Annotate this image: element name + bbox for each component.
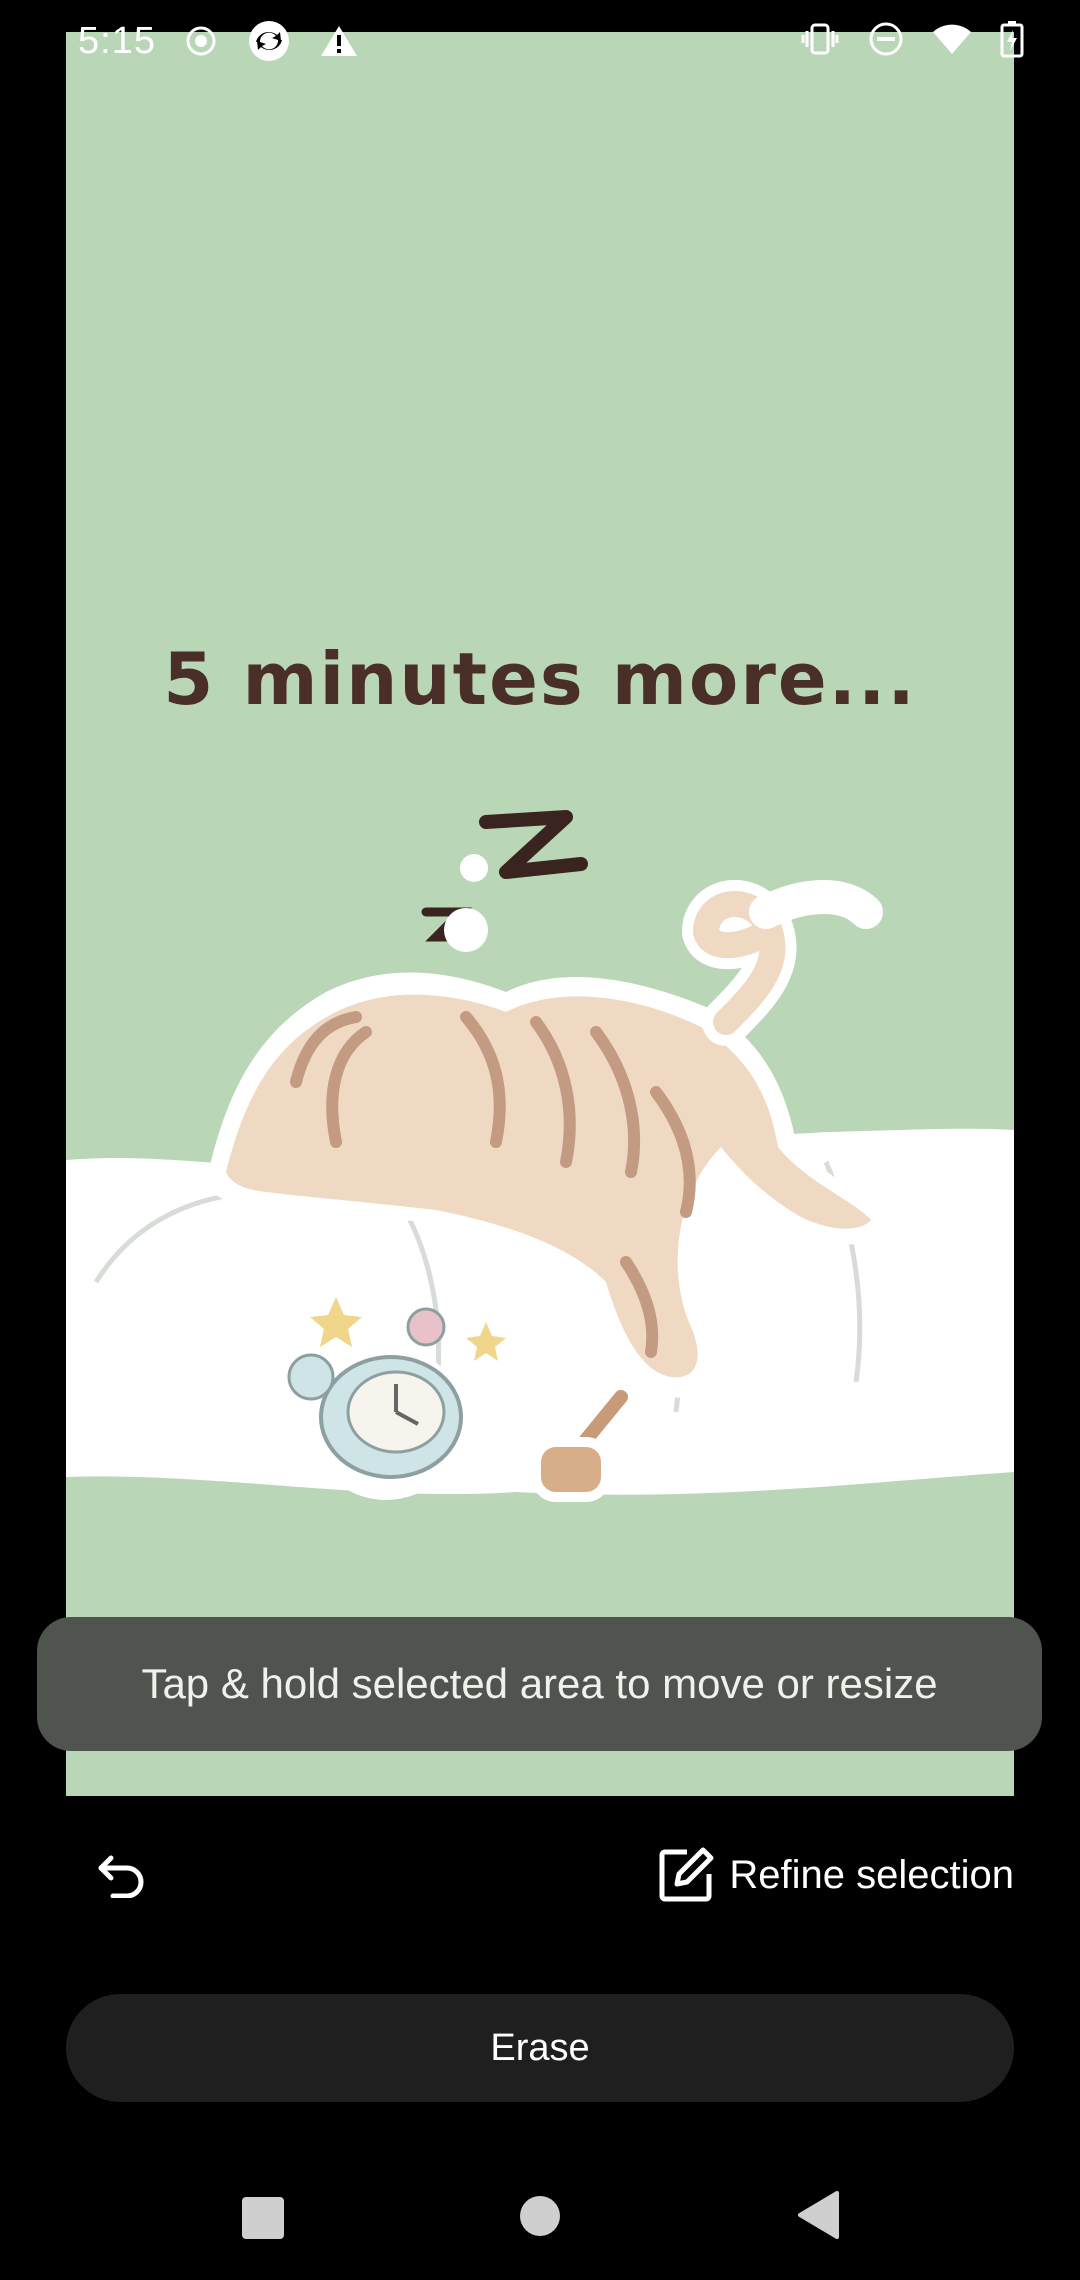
refine-selection-button[interactable] bbox=[657, 1840, 1014, 1910]
status-right-icons bbox=[800, 20, 1024, 58]
undo-button[interactable] bbox=[88, 1840, 158, 1910]
hint-toast: Tap & hold selected area to move or resize bbox=[37, 1617, 1042, 1751]
do-not-disturb-icon bbox=[868, 21, 904, 57]
refine-selection-label: Refine selection bbox=[729, 1852, 1014, 1897]
status-left-icons bbox=[184, 20, 358, 62]
image-canvas[interactable] bbox=[66, 32, 1014, 1796]
wifi-icon bbox=[932, 23, 972, 55]
status-time: 5:15 bbox=[78, 20, 156, 62]
status-bar bbox=[0, 0, 1080, 86]
edit-toolbar bbox=[0, 1830, 1080, 1920]
erase-button[interactable]: Erase bbox=[66, 1994, 1014, 2102]
warning-icon bbox=[320, 24, 358, 58]
recents-icon[interactable] bbox=[242, 2197, 284, 2239]
undo-icon bbox=[97, 1852, 149, 1898]
home-icon[interactable] bbox=[520, 2196, 560, 2236]
cat-illustration[interactable] bbox=[66, 32, 1014, 1796]
navigation-bar bbox=[0, 2170, 1080, 2280]
record-icon bbox=[184, 24, 218, 58]
edit-icon bbox=[657, 1846, 715, 1904]
back-icon[interactable] bbox=[797, 2190, 839, 2240]
sync-app-icon bbox=[248, 20, 290, 62]
image-caption: 5 minutes more... bbox=[163, 637, 917, 721]
battery-charging-icon bbox=[1000, 20, 1024, 58]
vibrate-icon bbox=[800, 22, 840, 56]
